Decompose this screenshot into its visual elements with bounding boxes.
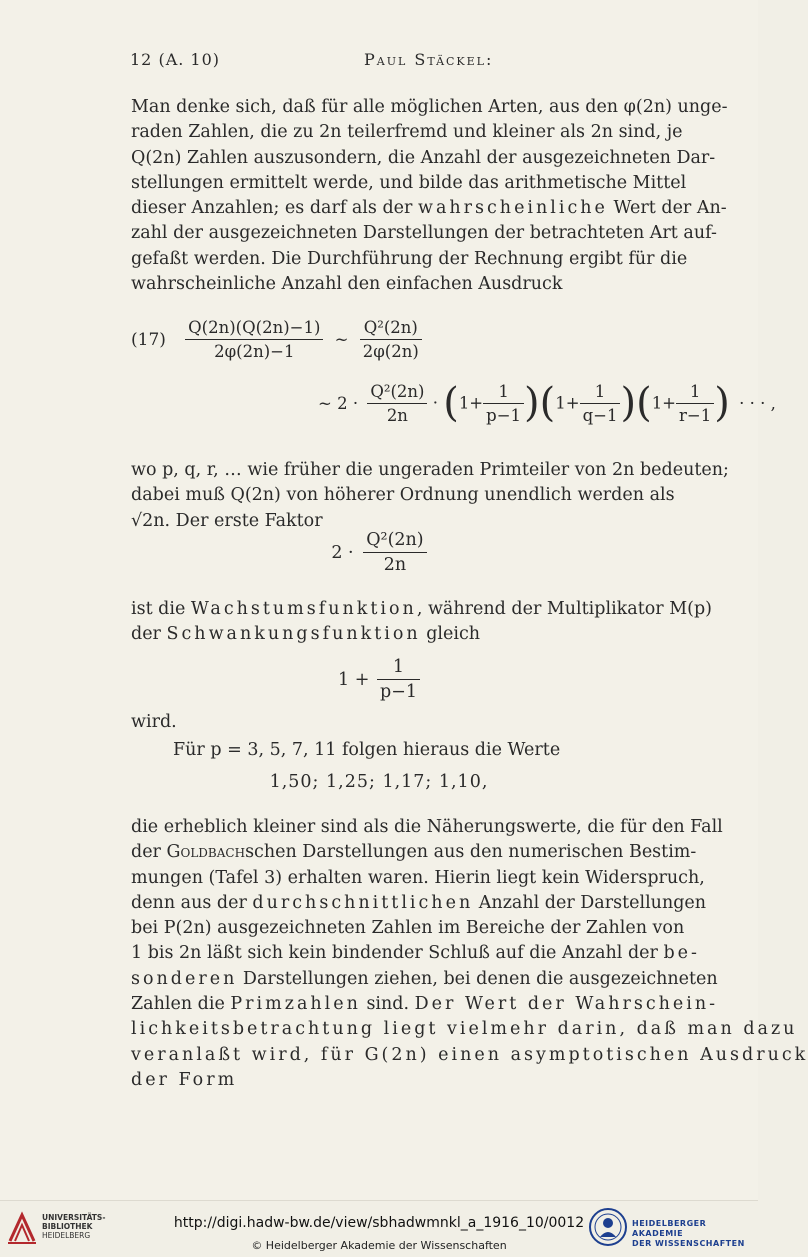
paragraph-2 (131, 458, 729, 534)
equation-label: (17) (131, 329, 166, 350)
text-line: denn aus der durchschnittlichen Anzahl der Darstellungen (131, 892, 707, 913)
permalink-url[interactable]: http://digi.hadw-bw.de/view/sbhadwmnkl_a_1916_10/0012 (173, 1215, 585, 1231)
fraction: $\frac{1}{p-1}$ (377, 657, 420, 702)
text-line: veranlaßt wird, für G(2n) einen asymptotischen Ausdruck (131, 1044, 808, 1065)
text-wird: wird. (131, 712, 177, 732)
emphasis-wachstumsfunktion: Wachstumsfunktion (190, 599, 417, 619)
emphasis-durchschnittlichen: durchschnittlichen (252, 892, 474, 913)
text-line: wo p, q, r, … wie früher die ungeraden Primteiler von 2n bedeuten; (131, 460, 729, 480)
values-intro: Für p = 3, 5, 7, 11 folgen hieraus die Werte (173, 740, 561, 760)
emphasis-wahrscheinliche: wahrscheinliche (417, 198, 608, 219)
equation-fluctuation: 1 + $\frac{1}{p-1}$ (0, 657, 758, 702)
fraction: $\frac{Q(2n)(Q(2n)-1)}{2\varphi(2n)-1}$ (185, 318, 323, 361)
footer-bar (0, 1200, 758, 1257)
text-line: gefaßt werden. Die Durchführung der Rechnung ergibt für die (131, 248, 688, 269)
page-number: 12 (A. 10) (130, 50, 221, 69)
academy-logo[interactable] (588, 1207, 754, 1251)
fraction: $\frac{1}{q-1}$ (580, 382, 621, 425)
text-line: raden Zahlen, die zu 2n teilerfremd und kleiner als 2n sind, je (131, 122, 683, 143)
text-line: zahl der ausgezeichneten Darstellungen der betrachteten Art auf- (131, 223, 717, 244)
text-line: wahrscheinliche Anzahl den einfachen Ausdruck (131, 274, 563, 295)
text-line: bei P(2n) ausgezeichneten Zahlen im Bereiche der Zahlen von (131, 918, 685, 939)
paragraph-1 (131, 95, 726, 297)
running-header (130, 50, 726, 74)
text-line: ist die Wachstumsfunktion, während der Multiplikator M(p) (131, 599, 712, 619)
text-line: 1 bis 2n läßt sich kein bindender Schluß auf die Anzahl der be- (131, 943, 700, 964)
text-line: Man denke sich, daß für alle möglichen Arten, aus den φ(2n) unge- (131, 97, 728, 117)
academy-name-line: DER WISSENSCHAFTEN (632, 1239, 745, 1248)
text-line: dabei muß Q(2n) von höherer Ordnung unendlich werden als (131, 485, 675, 506)
academy-name-line: HEIDELBERGER AKADEMIE (632, 1219, 707, 1238)
text-line: Q(2n) Zahlen auszusondern, die Anzahl der ausgezeichneten Dar- (131, 147, 716, 168)
text-line: lichkeitsbetrachtung liegt vielmehr darin, daß man dazu (131, 1019, 798, 1040)
equation-first-factor: 2 · $\frac{\text{Q²(2n)}}{2n}$ (0, 530, 758, 575)
text-line: der Goldbachschen Darstellungen aus den numerischen Bestim- (131, 842, 697, 863)
text-line: die erheblich kleiner sind als die Näherungswerte, die für den Fall (131, 817, 723, 837)
emphasis-schwankungsfunktion: Schwankungsfunktion (166, 624, 421, 645)
name-goldbach: Goldbach (166, 842, 246, 863)
text-line: sonderen Darstellungen ziehen, bei denen die ausgezeichneten (131, 968, 718, 989)
fraction: $\frac{1}{r-1}$ (676, 382, 714, 425)
text-line: der Form (131, 1069, 238, 1090)
emphasis-primzahlen: Primzahlen (230, 994, 361, 1015)
equation-17-line-2: ~ 2 · $\frac{\text{Q²(2n)}}{2n}$ · (1+ $\frac{1}{p-1}$ )(1+ $\frac{1}{q-1}$ )(1+ $\frac{1}{r-1}$ ) · · · , (318, 380, 776, 426)
fraction: $\frac{\text{Q²(2n)}}{2\varphi(2n)}$ (360, 318, 422, 361)
library-name-line: BIBLIOTHEK (42, 1222, 93, 1231)
paragraph-3 (131, 597, 726, 648)
text-line: der Schwankungsfunktion gleich (131, 624, 481, 645)
academy-seal-icon (588, 1207, 628, 1247)
library-name-line: UNIVERSITÄTS- (42, 1213, 106, 1222)
text-line: Zahlen die Primzahlen sind. Der Wert der Wahrschein- (131, 994, 719, 1015)
text-line: mungen (Tafel 3) erhalten waren. Hierin liegt kein Widerspruch, (131, 867, 705, 888)
fraction: $\frac{\text{Q²(2n)}}{2n}$ (367, 382, 427, 425)
text-line: √2n. Der erste Faktor (131, 510, 323, 531)
fraction: $\frac{1}{p-1}$ (483, 382, 524, 425)
fraction: $\frac{\text{Q²(2n)}}{2n}$ (363, 530, 426, 575)
running-author: Paul Stäckel: (364, 50, 494, 69)
emphasis-besonderen: sonderen (131, 968, 238, 989)
equation-17-line-1: (17) $\frac{Q(2n)(Q(2n)-1)}{2\varphi(2n)-1}$ ~ $\frac{\text{Q²(2n)}}{2\varphi(2n)}$ (131, 318, 422, 361)
library-name-line: HEIDELBERG (42, 1231, 91, 1240)
paragraph-4 (131, 815, 808, 1093)
text-line: stellungen ermittelt werde, und bilde das arithmetische Mittel (131, 172, 687, 193)
text-line: dieser Anzahlen; es darf als der wahrscheinliche Wert der An- (131, 198, 727, 219)
values-list: 1,50; 1,25; 1,17; 1,10, (269, 772, 489, 792)
copyright-notice: © Heidelberger Akademie der Wissenschaften (251, 1239, 507, 1252)
